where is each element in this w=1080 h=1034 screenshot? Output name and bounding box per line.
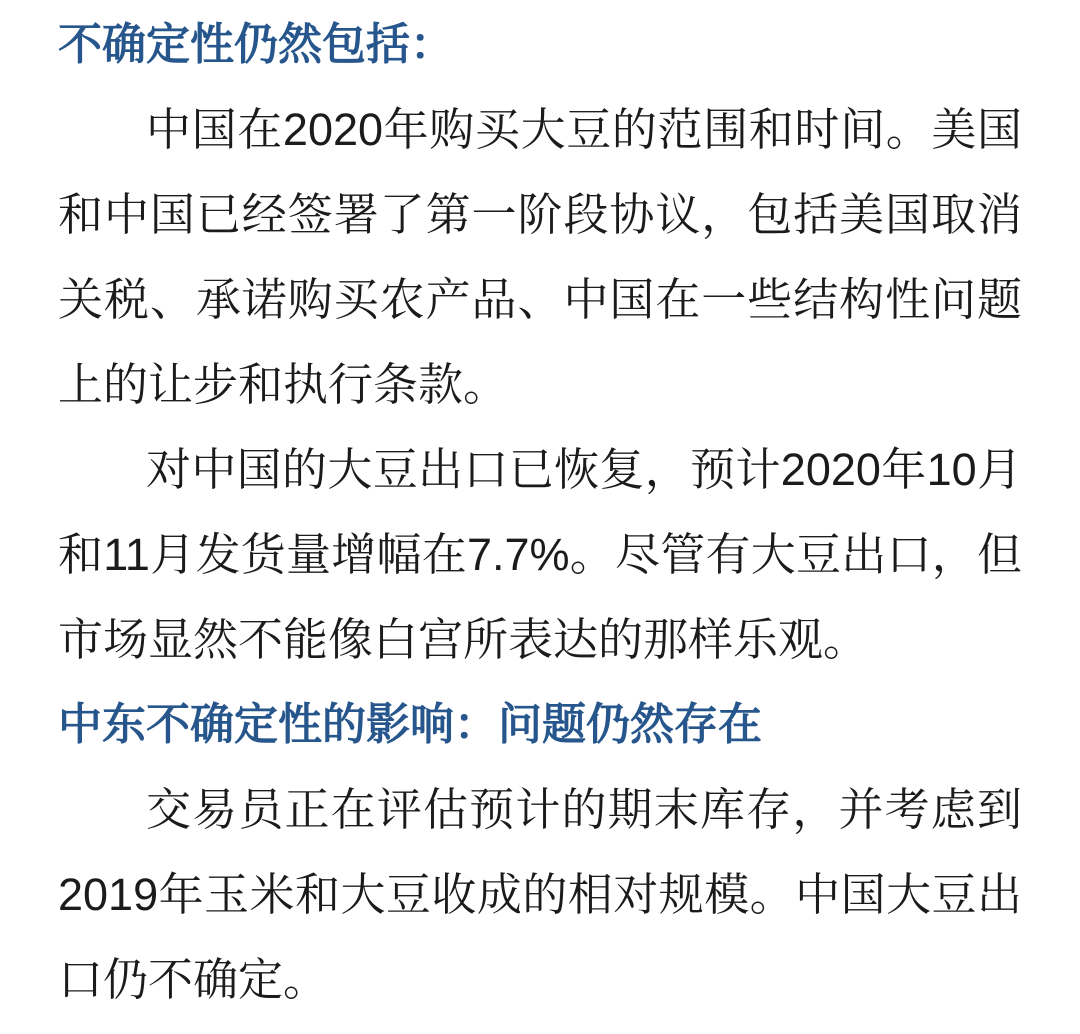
paragraph-line: 对中国的大豆出口已恢复，预计2020年10月 (146, 444, 1022, 495)
paragraph-line: 和中国已经签署了第一阶段协议，包括美国取消 (58, 189, 1022, 240)
paragraph-line: 市场显然不能像白宫所表达的那样乐观。 (58, 614, 869, 665)
section-heading-uncertainties: 不确定性仍然包括： (58, 20, 454, 69)
paragraph-line: 中国在2020年购买大豆的范围和时间。美国 (146, 104, 1022, 155)
paragraph-line: 和11月发货量增幅在7.7%。尽管有大豆出口，但 (58, 529, 1022, 580)
paragraph-line: 交易员正在评估预计的期末库存，并考虑到 (146, 784, 1022, 835)
paragraph-line: 2019年玉米和大豆收成的相对规模。中国大豆出 (58, 869, 1022, 920)
paragraph-line: 上的让步和执行条款。 (58, 359, 509, 410)
paragraph-line: 关税、承诺购买农产品、中国在一些结构性问题 (58, 274, 1022, 325)
paragraph-line: 口仍不确定。 (58, 954, 329, 1005)
section-heading-middle-east: 中东不确定性的影响：问题仍然存在 (58, 700, 762, 749)
